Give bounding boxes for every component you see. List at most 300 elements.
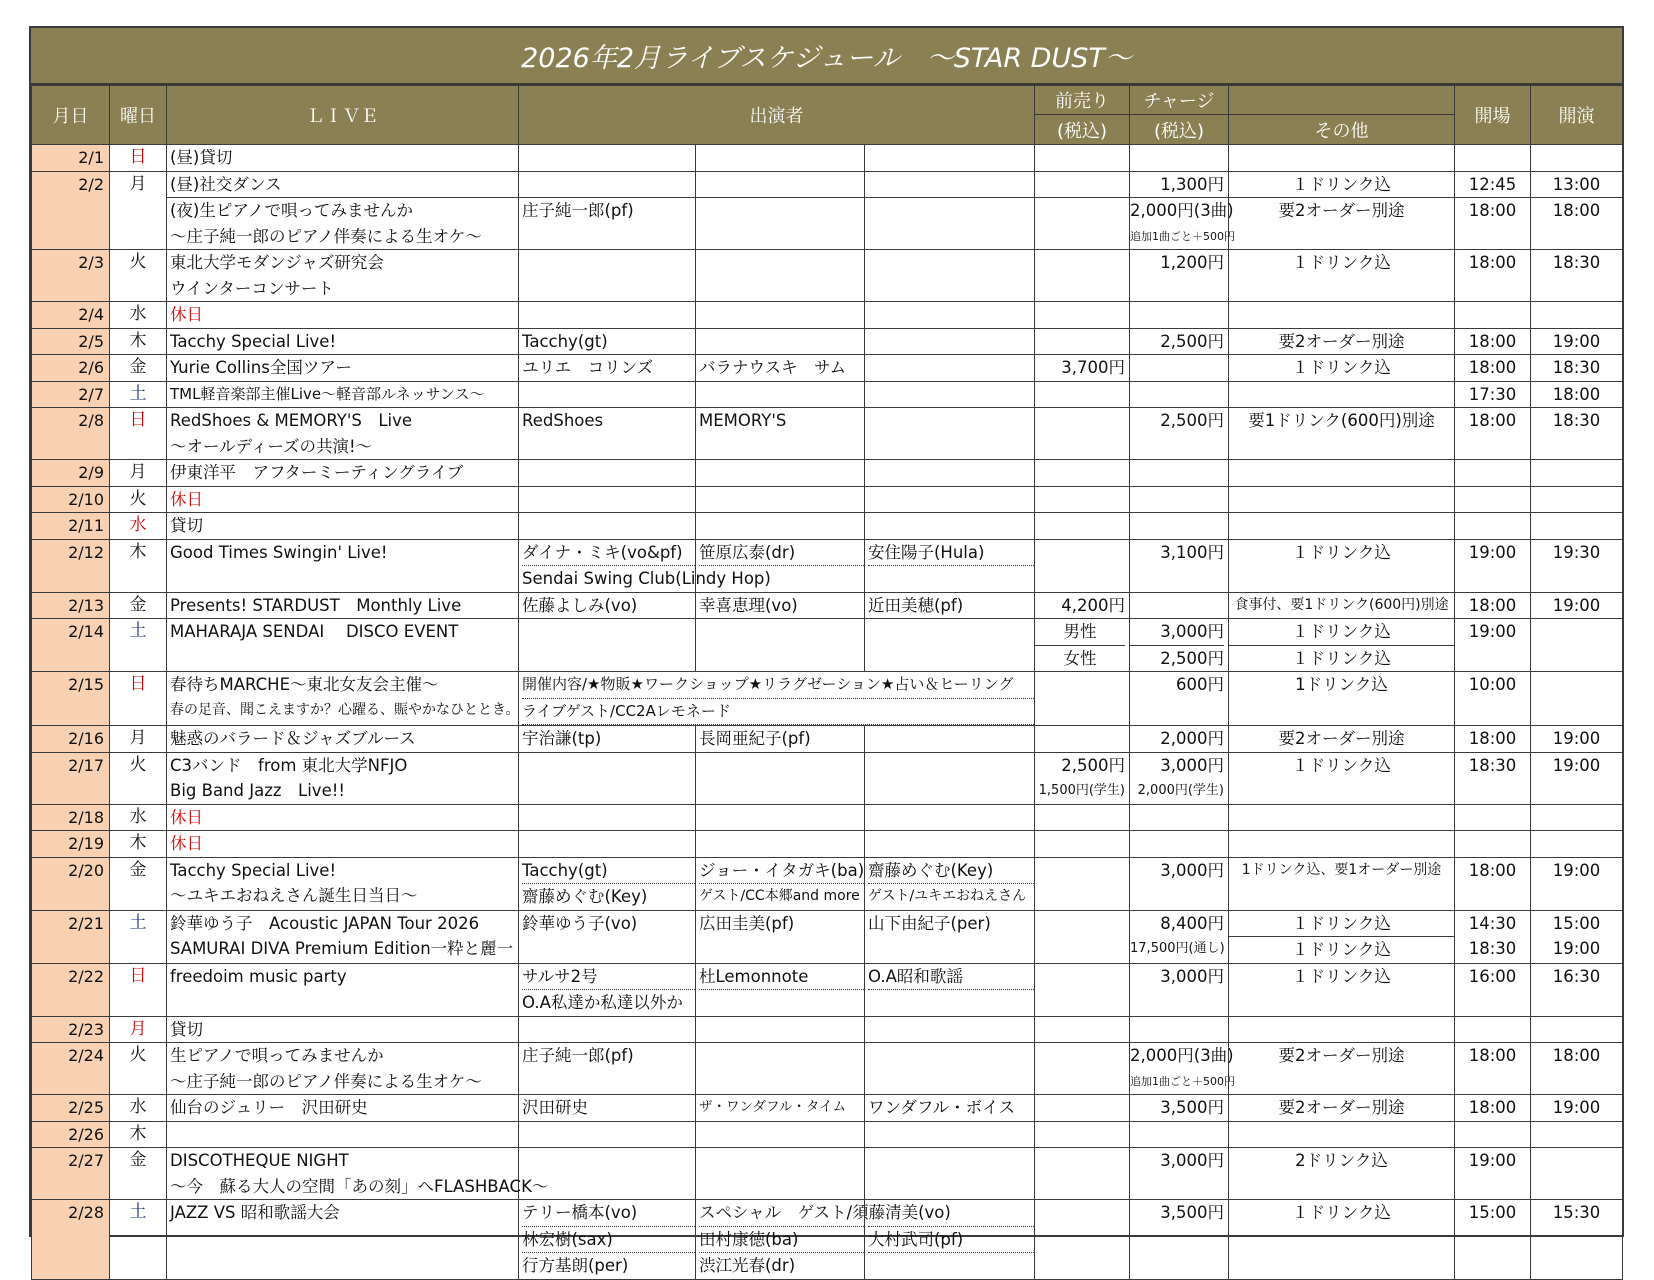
event-date: 2/9 bbox=[32, 460, 110, 487]
start-time bbox=[1531, 963, 1623, 1016]
event-title bbox=[167, 460, 519, 487]
other-info bbox=[1229, 831, 1455, 858]
performer-cell bbox=[865, 752, 1035, 804]
schedule-row bbox=[32, 1200, 1623, 1280]
performer-cell bbox=[519, 592, 696, 619]
header-start: 開演 bbox=[1531, 86, 1623, 145]
start-time bbox=[1531, 592, 1623, 619]
open-time-value: 19:00 bbox=[1468, 542, 1517, 562]
open-time-value: 18:00 bbox=[1468, 595, 1517, 615]
advance-price bbox=[1035, 302, 1130, 329]
performer-cell bbox=[696, 963, 865, 1016]
performer-cell bbox=[696, 171, 865, 198]
start-time-value: 18:30 bbox=[1552, 411, 1601, 430]
performer-cell bbox=[696, 619, 865, 672]
other-info bbox=[1229, 1121, 1455, 1148]
start-time bbox=[1531, 486, 1623, 513]
performer-cell bbox=[519, 408, 696, 460]
charge-price bbox=[1130, 198, 1236, 250]
charge-price bbox=[1130, 1016, 1229, 1043]
other-line: １ドリンク込 bbox=[1292, 648, 1391, 668]
performer-cell bbox=[696, 804, 865, 831]
other-line: １ドリンク込 bbox=[1292, 755, 1391, 775]
performer-cell bbox=[519, 513, 696, 540]
event-date: 2/2 bbox=[32, 171, 110, 250]
event-weekday: 日 bbox=[110, 963, 167, 1016]
other-line: １ドリンク込 bbox=[1229, 619, 1454, 646]
performer-cell bbox=[519, 1095, 696, 1122]
advance-price bbox=[1035, 804, 1130, 831]
open-time-value: 18:30 bbox=[1468, 755, 1517, 775]
performer-cell bbox=[696, 198, 865, 250]
performer-line: ライブゲスト/CC2Aレモネード bbox=[522, 699, 1034, 726]
performer-cell bbox=[865, 408, 1035, 460]
event-date: 2/14 bbox=[32, 619, 110, 672]
performer-cell bbox=[696, 381, 865, 408]
performer-cell bbox=[865, 831, 1035, 858]
open-time bbox=[1455, 857, 1531, 910]
performer-cell bbox=[865, 726, 1035, 753]
charge-value: 2,500円 bbox=[1160, 331, 1225, 351]
start-time bbox=[1531, 250, 1623, 302]
open-time bbox=[1455, 1121, 1531, 1148]
performer-cell bbox=[696, 1043, 865, 1095]
open-time bbox=[1455, 302, 1531, 329]
open-time bbox=[1455, 1095, 1531, 1122]
start-time bbox=[1531, 1148, 1623, 1200]
schedule-row bbox=[32, 355, 1623, 382]
charge-price bbox=[1130, 752, 1229, 804]
charge-value: 追加1曲ごと＋500円 bbox=[1130, 229, 1236, 243]
performer-name: 近田美穂(pf) bbox=[868, 595, 964, 615]
charge-value: 3,100円 bbox=[1160, 542, 1225, 562]
event-weekday: 木 bbox=[110, 539, 167, 592]
open-time-value: 12:45 bbox=[1468, 174, 1517, 194]
performer-cell bbox=[519, 198, 696, 250]
performer-cell bbox=[519, 857, 696, 910]
performer-name: 幸喜恵理(vo) bbox=[699, 595, 798, 615]
open-time-value: 18:00 bbox=[1468, 1098, 1517, 1117]
start-time bbox=[1531, 513, 1623, 540]
performer-cell bbox=[696, 910, 865, 963]
event-date: 2/25 bbox=[32, 1095, 110, 1122]
performer-cell bbox=[696, 408, 865, 460]
other-line: １ドリンク込 bbox=[1292, 966, 1391, 986]
event-title-line: 東北大学モダンジャズ研究会 bbox=[170, 253, 384, 272]
event-date: 2/8 bbox=[32, 408, 110, 460]
charge-price bbox=[1130, 513, 1229, 540]
other-info bbox=[1229, 963, 1455, 1016]
event-title bbox=[167, 1016, 519, 1043]
event-weekday: 土 bbox=[110, 1200, 167, 1280]
start-time bbox=[1531, 145, 1623, 172]
other-line: 食事付、要1ドリンク(600円)別途 bbox=[1234, 596, 1449, 613]
charge-price bbox=[1130, 381, 1229, 408]
event-title bbox=[167, 857, 519, 910]
charge-price bbox=[1130, 672, 1229, 726]
event-weekday: 水 bbox=[110, 513, 167, 540]
other-line: １ドリンク込 bbox=[1292, 1203, 1391, 1222]
other-line: １ドリンク込 bbox=[1292, 174, 1391, 194]
event-date: 2/1 bbox=[32, 145, 110, 172]
charge-price bbox=[1130, 1121, 1229, 1148]
performer-name: Sendai Swing Club(Lindy Hop) bbox=[522, 569, 771, 588]
other-info bbox=[1229, 1095, 1455, 1122]
charge-price bbox=[1130, 910, 1229, 963]
schedule-row bbox=[32, 1095, 1623, 1122]
schedule-row bbox=[32, 1016, 1623, 1043]
performer-name: 笹原広泰(dr) bbox=[699, 540, 864, 567]
advance-price bbox=[1035, 752, 1130, 804]
performer-cell bbox=[519, 145, 696, 172]
other-info bbox=[1229, 1200, 1455, 1280]
performer-cell bbox=[519, 381, 696, 408]
start-time bbox=[1531, 460, 1623, 487]
performer-name: ゲスト/ユキエおねえさん bbox=[868, 888, 1027, 904]
schedule-row bbox=[32, 171, 1623, 198]
advance-price bbox=[1035, 1121, 1130, 1148]
other-line: 要2オーダー別途 bbox=[1278, 331, 1405, 351]
advance-price bbox=[1035, 486, 1130, 513]
performer-name: 安住陽子(Hula) bbox=[868, 540, 1034, 567]
schedule-row bbox=[32, 672, 1623, 726]
event-title bbox=[167, 408, 519, 460]
advance-price bbox=[1035, 171, 1130, 198]
performer-name: 杜Lemonnote bbox=[699, 964, 864, 991]
charge-price bbox=[1130, 539, 1229, 592]
other-info bbox=[1229, 513, 1455, 540]
other-info bbox=[1229, 328, 1455, 355]
event-title-line: (昼)貸切 bbox=[170, 148, 233, 167]
other-info bbox=[1229, 752, 1455, 804]
start-time bbox=[1531, 539, 1623, 592]
start-time-value: 19:00 bbox=[1552, 1098, 1601, 1117]
start-time-value: 19:00 bbox=[1552, 939, 1601, 958]
event-title-line: Good Times Swingin' Live! bbox=[170, 542, 388, 562]
event-title-line: Big Band Jazz Live!! bbox=[170, 781, 345, 800]
performer-cell bbox=[865, 302, 1035, 329]
other-line: 1ドリンク込、要1オーダー別途 bbox=[1241, 861, 1442, 878]
start-time-value: 19:00 bbox=[1552, 729, 1601, 748]
performer-cell bbox=[865, 1043, 1035, 1095]
event-date: 2/22 bbox=[32, 963, 110, 1016]
other-info bbox=[1229, 726, 1455, 753]
other-info bbox=[1229, 592, 1455, 619]
open-time-value: 18:00 bbox=[1468, 201, 1517, 220]
schedule-frame bbox=[29, 26, 1624, 1275]
event-title bbox=[167, 145, 519, 172]
performer-cell bbox=[865, 513, 1035, 540]
charge-value: 追加1曲ごと＋500円 bbox=[1130, 1074, 1236, 1088]
schedule-row bbox=[32, 857, 1623, 910]
performer-name: 齋藤めぐむ(Key) bbox=[868, 858, 1034, 885]
charge-value: 2,000円(3曲) bbox=[1130, 201, 1234, 220]
event-title bbox=[167, 328, 519, 355]
other-info bbox=[1229, 804, 1455, 831]
performer-name bbox=[868, 990, 1034, 1016]
header-charge: チャージ bbox=[1130, 86, 1229, 115]
event-title-line: RedShoes & MEMORY'S Live bbox=[170, 411, 413, 430]
performer-name: ゲスト/CC本郷and more bbox=[699, 888, 860, 904]
performer-cell bbox=[865, 804, 1035, 831]
performer-cell bbox=[519, 460, 696, 487]
event-title-line: Tacchy Special Live! bbox=[170, 331, 337, 351]
header-live: ＬＩＶＥ bbox=[167, 86, 519, 145]
header-open: 開場 bbox=[1455, 86, 1531, 145]
event-date: 2/28 bbox=[32, 1200, 110, 1280]
performer-cell bbox=[865, 1148, 1035, 1200]
performer-cell bbox=[519, 250, 696, 302]
performer-cell bbox=[519, 619, 696, 672]
schedule-row bbox=[32, 752, 1623, 804]
event-title-line: ウインターコンサート bbox=[170, 278, 334, 298]
start-time bbox=[1531, 857, 1623, 910]
performer-cell bbox=[865, 1016, 1035, 1043]
open-time bbox=[1455, 831, 1531, 858]
event-date: 2/17 bbox=[32, 752, 110, 804]
performer-name: RedShoes bbox=[522, 411, 604, 430]
event-title-line: 〜庄子純一郎のピアノ伴奏による生オケ〜 bbox=[170, 1071, 482, 1091]
start-time-value: 18:00 bbox=[1552, 201, 1601, 220]
event-title-line: C3バンド from 東北大学NFJO bbox=[170, 755, 408, 775]
event-title-line: 伊東洋平 アフターミーティングライブ bbox=[170, 463, 464, 482]
event-weekday: 木 bbox=[110, 831, 167, 858]
performer-cell bbox=[865, 963, 1035, 1016]
performer-name: 佐藤よしみ(vo) bbox=[522, 595, 638, 615]
event-title bbox=[167, 1200, 519, 1280]
performer-cell bbox=[865, 171, 1035, 198]
performer-name: ワンダフル・ボイス bbox=[868, 1098, 1016, 1117]
schedule-row bbox=[32, 198, 1623, 250]
charge-price bbox=[1130, 302, 1229, 329]
performer-name: サルサ2号 bbox=[522, 964, 695, 991]
open-time bbox=[1455, 963, 1531, 1016]
advance-price bbox=[1035, 910, 1130, 963]
performer-name: 大村武司(pf) bbox=[868, 1227, 1034, 1254]
event-weekday: 土 bbox=[110, 910, 167, 963]
charge-price bbox=[1130, 171, 1229, 198]
performer-cell bbox=[696, 592, 865, 619]
charge-price bbox=[1130, 804, 1229, 831]
event-title-line: Yurie Collins全国ツアー bbox=[170, 358, 352, 377]
event-date: 2/7 bbox=[32, 381, 110, 408]
event-title-line: 貸切 bbox=[170, 516, 203, 535]
performer-name: 長岡亜紀子(pf) bbox=[699, 729, 811, 748]
event-title-line: TML軽音楽部主催Live〜軽音部ルネッサンス〜 bbox=[170, 384, 485, 403]
performer-name: 庄子純一郎(pf) bbox=[522, 1046, 634, 1065]
event-title-line: SAMURAI DIVA Premium Edition一粋と麗一 bbox=[170, 939, 514, 958]
event-weekday: 月 bbox=[110, 460, 167, 487]
other-line: １ドリンク込 bbox=[1292, 542, 1391, 562]
performer-name: 林宏樹(sax) bbox=[522, 1227, 695, 1254]
other-info bbox=[1229, 910, 1455, 963]
other-info bbox=[1229, 250, 1455, 302]
performer-cell bbox=[696, 250, 865, 302]
other-line: 要2オーダー別途 bbox=[1278, 1098, 1405, 1117]
start-time bbox=[1531, 619, 1623, 672]
open-time bbox=[1455, 1148, 1531, 1200]
open-time bbox=[1455, 381, 1531, 408]
charge-value: 3,000円 bbox=[1160, 755, 1225, 775]
performer-name: 沢田研史 bbox=[522, 1098, 588, 1117]
performer-cell bbox=[865, 1095, 1035, 1122]
performer-cell bbox=[865, 328, 1035, 355]
advance-price bbox=[1035, 857, 1130, 910]
event-weekday: 金 bbox=[110, 355, 167, 382]
start-time bbox=[1531, 198, 1623, 250]
other-info bbox=[1229, 857, 1455, 910]
event-weekday: 金 bbox=[110, 592, 167, 619]
start-time bbox=[1531, 408, 1623, 460]
performer-cell bbox=[696, 726, 865, 753]
open-time-value: 18:30 bbox=[1468, 939, 1517, 958]
performer-name: スペシャル ゲスト/須藤清美(vo) bbox=[699, 1200, 864, 1227]
advance-price bbox=[1035, 1200, 1130, 1280]
open-time bbox=[1455, 1043, 1531, 1095]
event-weekday: 木 bbox=[110, 1121, 167, 1148]
open-time-value: 18:00 bbox=[1468, 253, 1517, 272]
performer-name: MEMORY'S bbox=[699, 411, 787, 430]
event-date: 2/11 bbox=[32, 513, 110, 540]
advance-value: 1,500円(学生) bbox=[1038, 783, 1126, 798]
schedule-row bbox=[32, 804, 1623, 831]
event-date: 2/5 bbox=[32, 328, 110, 355]
event-weekday: 水 bbox=[110, 1095, 167, 1122]
other-line: １ドリンク込 bbox=[1292, 253, 1391, 272]
start-time bbox=[1531, 672, 1623, 726]
event-weekday: 水 bbox=[110, 302, 167, 329]
event-weekday: 土 bbox=[110, 381, 167, 408]
start-time bbox=[1531, 1095, 1623, 1122]
open-time bbox=[1455, 910, 1531, 963]
start-time bbox=[1531, 171, 1623, 198]
event-title bbox=[167, 513, 519, 540]
open-time bbox=[1455, 672, 1531, 726]
event-title bbox=[167, 619, 519, 672]
start-time bbox=[1531, 804, 1623, 831]
start-time bbox=[1531, 752, 1623, 804]
start-time-value: 13:00 bbox=[1552, 174, 1601, 194]
event-title bbox=[167, 672, 519, 726]
header-other-top bbox=[1229, 86, 1455, 115]
event-title-line: Presents! STARDUST Monthly Live bbox=[170, 595, 462, 615]
other-line: 要2オーダー別途 bbox=[1278, 729, 1405, 748]
charge-value: 17,500円(通し) bbox=[1130, 941, 1225, 956]
charge-value: 3,000円 bbox=[1160, 860, 1225, 880]
start-time-value: 18:30 bbox=[1552, 253, 1601, 272]
charge-price bbox=[1130, 250, 1229, 302]
performers-combined bbox=[519, 672, 1035, 726]
performer-cell bbox=[519, 1200, 696, 1280]
event-title bbox=[167, 486, 519, 513]
charge-value: 3,500円 bbox=[1160, 1098, 1225, 1117]
start-time bbox=[1531, 1121, 1623, 1148]
start-time bbox=[1531, 355, 1623, 382]
performer-cell bbox=[519, 804, 696, 831]
schedule-row bbox=[32, 460, 1623, 487]
event-date: 2/20 bbox=[32, 857, 110, 910]
other-info bbox=[1229, 672, 1455, 726]
schedule-row bbox=[32, 619, 1623, 672]
performer-name: 広田圭美(pf) bbox=[699, 913, 795, 933]
charge-price bbox=[1130, 857, 1229, 910]
charge-price bbox=[1130, 145, 1229, 172]
event-title-line: 鈴華ゆう子 Acoustic JAPAN Tour 2026 bbox=[170, 913, 480, 933]
header-other: その他 bbox=[1229, 115, 1455, 145]
advance-price bbox=[1035, 513, 1130, 540]
schedule-row bbox=[32, 328, 1623, 355]
charge-value: 3,000円 bbox=[1160, 1151, 1225, 1170]
performer-cell bbox=[696, 145, 865, 172]
schedule-body bbox=[32, 145, 1623, 1280]
performer-cell bbox=[519, 1043, 696, 1095]
performer-cell bbox=[865, 1121, 1035, 1148]
other-line: 要2オーダー別途 bbox=[1278, 201, 1405, 220]
event-title-line: (昼)社交ダンス bbox=[170, 174, 282, 194]
charge-price bbox=[1130, 1043, 1236, 1095]
advance-value: 2,500円 bbox=[1061, 755, 1126, 775]
other-line: １ドリンク込 bbox=[1292, 940, 1391, 959]
other-info bbox=[1229, 539, 1455, 592]
open-time-value: 10:00 bbox=[1468, 675, 1517, 694]
schedule-row bbox=[32, 592, 1623, 619]
performer-cell bbox=[865, 619, 1035, 672]
schedule-row bbox=[32, 1148, 1623, 1200]
other-info bbox=[1229, 619, 1455, 672]
schedule-title: 2026年2月ライブスケジュール 〜STAR DUST〜 bbox=[31, 28, 1622, 85]
performer-cell bbox=[865, 910, 1035, 963]
event-weekday: 金 bbox=[110, 857, 167, 910]
performer-cell bbox=[696, 486, 865, 513]
other-line: 1ドリンク込 bbox=[1295, 675, 1388, 694]
header-advance-tax: (税込) bbox=[1035, 115, 1130, 145]
event-title bbox=[167, 355, 519, 382]
performer-name: 庄子純一郎(pf) bbox=[522, 201, 634, 220]
other-info bbox=[1229, 171, 1455, 198]
charge-value: 3,000円 bbox=[1130, 619, 1224, 646]
open-time-value: 14:30 bbox=[1468, 913, 1517, 933]
charge-value: 2,500円 bbox=[1160, 648, 1225, 668]
start-time-value: 19:00 bbox=[1552, 595, 1601, 615]
event-weekday: 金 bbox=[110, 1148, 167, 1200]
event-date: 2/23 bbox=[32, 1016, 110, 1043]
other-info bbox=[1229, 381, 1455, 408]
performer-cell bbox=[696, 355, 865, 382]
open-time bbox=[1455, 619, 1531, 672]
performer-cell bbox=[865, 592, 1035, 619]
event-title bbox=[167, 752, 519, 804]
charge-price bbox=[1130, 408, 1229, 460]
open-time bbox=[1455, 539, 1531, 592]
charge-price bbox=[1130, 619, 1229, 672]
start-time-value: 18:00 bbox=[1552, 384, 1601, 404]
event-title bbox=[167, 592, 519, 619]
schedule-row bbox=[32, 1121, 1623, 1148]
other-info bbox=[1229, 302, 1455, 329]
event-date: 2/21 bbox=[32, 910, 110, 963]
open-time bbox=[1455, 355, 1531, 382]
event-weekday: 火 bbox=[110, 250, 167, 302]
performer-name bbox=[868, 1253, 1034, 1279]
charge-price bbox=[1130, 486, 1229, 513]
charge-value: 2,000円(3曲) bbox=[1130, 1046, 1234, 1065]
charge-value: 3,500円 bbox=[1160, 1203, 1225, 1222]
event-weekday: 月 bbox=[110, 726, 167, 753]
performer-name: テリー橋本(vo) bbox=[522, 1200, 695, 1227]
open-time-value: 19:00 bbox=[1468, 1151, 1517, 1170]
event-title bbox=[167, 1121, 519, 1148]
performer-cell bbox=[865, 539, 1035, 592]
